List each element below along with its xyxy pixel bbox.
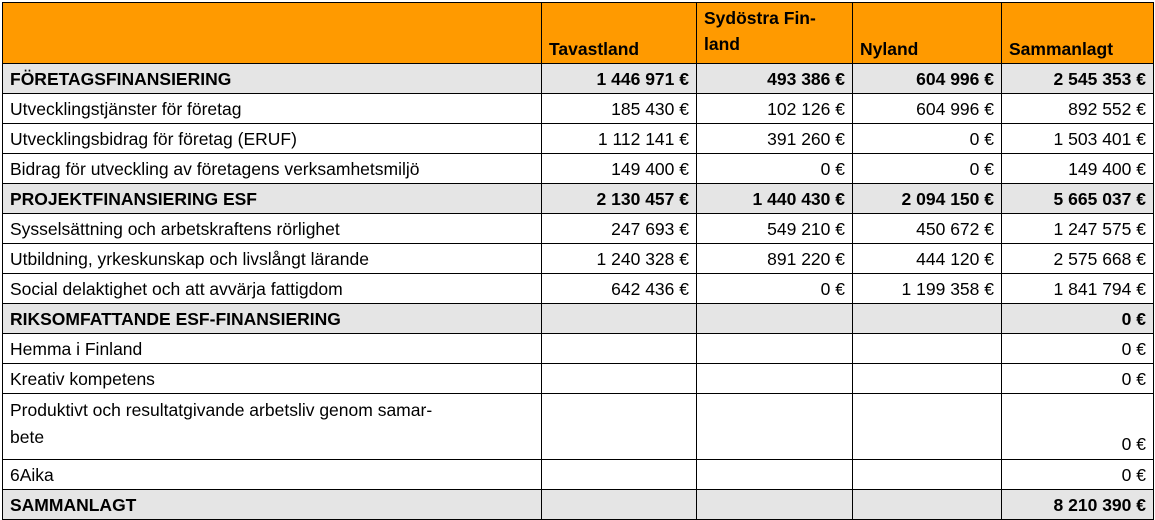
cell-sammanlagt: 1 503 401 € — [1002, 124, 1154, 154]
cell-sammanlagt: 2 545 353 € — [1002, 64, 1154, 94]
cell-tavastland — [542, 364, 697, 394]
header-sydostra-finland — [697, 3, 853, 64]
cell-sydostra-finland: 391 260 € — [697, 124, 853, 154]
table-row — [3, 124, 1154, 154]
cell-nyland: 0 € — [853, 124, 1002, 154]
cell-nyland — [853, 394, 1002, 460]
header-label-cell — [3, 3, 542, 64]
cell-nyland — [853, 490, 1002, 520]
cell-sammanlagt: 0 € — [1002, 364, 1154, 394]
cell-tavastland: 185 430 € — [542, 94, 697, 124]
row-label: Sysselsättning och arbetskraftens rörlighet — [3, 214, 542, 244]
header-sydostra-line2: land — [704, 34, 740, 54]
cell-nyland: 1 199 358 € — [853, 274, 1002, 304]
table-row — [3, 460, 1154, 490]
cell-tavastland — [542, 490, 697, 520]
table-row — [3, 364, 1154, 394]
table-row — [3, 154, 1154, 184]
row-label: Utbildning, yrkeskunskap och livslångt lärande — [3, 244, 542, 274]
cell-tavastland: 2 130 457 € — [542, 184, 697, 214]
row-label: 6Aika — [3, 460, 542, 490]
cell-tavastland — [542, 334, 697, 364]
cell-nyland — [853, 304, 1002, 334]
row-label — [3, 394, 542, 460]
table-row — [3, 214, 1154, 244]
cell-sydostra-finland: 891 220 € — [697, 244, 853, 274]
cell-tavastland — [542, 460, 697, 490]
row-label-line1: Produktivt och resultatgivande arbetsliv genom samar- — [10, 400, 433, 420]
table-row — [3, 244, 1154, 274]
cell-sammanlagt: 0 € — [1002, 394, 1154, 460]
cell-nyland — [853, 460, 1002, 490]
cell-nyland — [853, 364, 1002, 394]
cell-sydostra-finland: 0 € — [697, 274, 853, 304]
table-row — [3, 304, 1154, 334]
table-row — [3, 334, 1154, 364]
cell-tavastland — [542, 304, 697, 334]
cell-sydostra-finland: 549 210 € — [697, 214, 853, 244]
cell-sammanlagt: 149 400 € — [1002, 154, 1154, 184]
cell-nyland: 0 € — [853, 154, 1002, 184]
header-tavastland: Tavastland — [542, 3, 697, 64]
cell-nyland: 450 672 € — [853, 214, 1002, 244]
cell-sydostra-finland — [697, 460, 853, 490]
cell-sammanlagt: 0 € — [1002, 334, 1154, 364]
cell-nyland — [853, 334, 1002, 364]
cell-sydostra-finland: 102 126 € — [697, 94, 853, 124]
cell-tavastland: 1 446 971 € — [542, 64, 697, 94]
cell-sydostra-finland — [697, 304, 853, 334]
row-label: Kreativ kompetens — [3, 364, 542, 394]
row-label: Hemma i Finland — [3, 334, 542, 364]
cell-sydostra-finland — [697, 364, 853, 394]
table-row — [3, 184, 1154, 214]
cell-sammanlagt: 0 € — [1002, 304, 1154, 334]
cell-sammanlagt: 8 210 390 € — [1002, 490, 1154, 520]
row-label-line2: bete — [10, 427, 45, 447]
cell-tavastland: 149 400 € — [542, 154, 697, 184]
row-label: Utvecklingstjänster för företag — [3, 94, 542, 124]
cell-nyland: 444 120 € — [853, 244, 1002, 274]
row-label: Social delaktighet och att avvärja fattigdom — [3, 274, 542, 304]
cell-sydostra-finland: 1 440 430 € — [697, 184, 853, 214]
row-label: Bidrag för utveckling av företagens verksamhetsmiljö — [3, 154, 542, 184]
cell-sydostra-finland — [697, 490, 853, 520]
table-row — [3, 94, 1154, 124]
header-row — [3, 3, 1154, 64]
header-nyland: Nyland — [853, 3, 1002, 64]
row-label: PROJEKTFINANSIERING ESF — [3, 184, 542, 214]
cell-nyland: 604 996 € — [853, 64, 1002, 94]
table-row-total — [3, 490, 1154, 520]
cell-nyland: 2 094 150 € — [853, 184, 1002, 214]
row-label: FÖRETAGSFINANSIERING — [3, 64, 542, 94]
cell-sydostra-finland — [697, 394, 853, 460]
cell-tavastland: 1 112 141 € — [542, 124, 697, 154]
cell-sydostra-finland — [697, 334, 853, 364]
header-sydostra-line1: Sydöstra Fin- — [704, 8, 816, 28]
row-label: RIKSOMFATTANDE ESF-FINANSIERING — [3, 304, 542, 334]
row-label: SAMMANLAGT — [3, 490, 542, 520]
cell-sydostra-finland: 0 € — [697, 154, 853, 184]
cell-tavastland: 247 693 € — [542, 214, 697, 244]
row-label: Utvecklingsbidrag för företag (ERUF) — [3, 124, 542, 154]
table-row — [3, 274, 1154, 304]
cell-sammanlagt: 2 575 668 € — [1002, 244, 1154, 274]
cell-sammanlagt: 892 552 € — [1002, 94, 1154, 124]
cell-sydostra-finland: 493 386 € — [697, 64, 853, 94]
cell-tavastland: 642 436 € — [542, 274, 697, 304]
funding-table — [2, 2, 1154, 520]
cell-nyland: 604 996 € — [853, 94, 1002, 124]
cell-sammanlagt: 1 841 794 € — [1002, 274, 1154, 304]
cell-tavastland — [542, 394, 697, 460]
table-row — [3, 394, 1154, 460]
header-sammanlagt: Sammanlagt — [1002, 3, 1154, 64]
table-row — [3, 64, 1154, 94]
cell-sammanlagt: 5 665 037 € — [1002, 184, 1154, 214]
cell-sammanlagt: 0 € — [1002, 460, 1154, 490]
cell-tavastland: 1 240 328 € — [542, 244, 697, 274]
cell-sammanlagt: 1 247 575 € — [1002, 214, 1154, 244]
